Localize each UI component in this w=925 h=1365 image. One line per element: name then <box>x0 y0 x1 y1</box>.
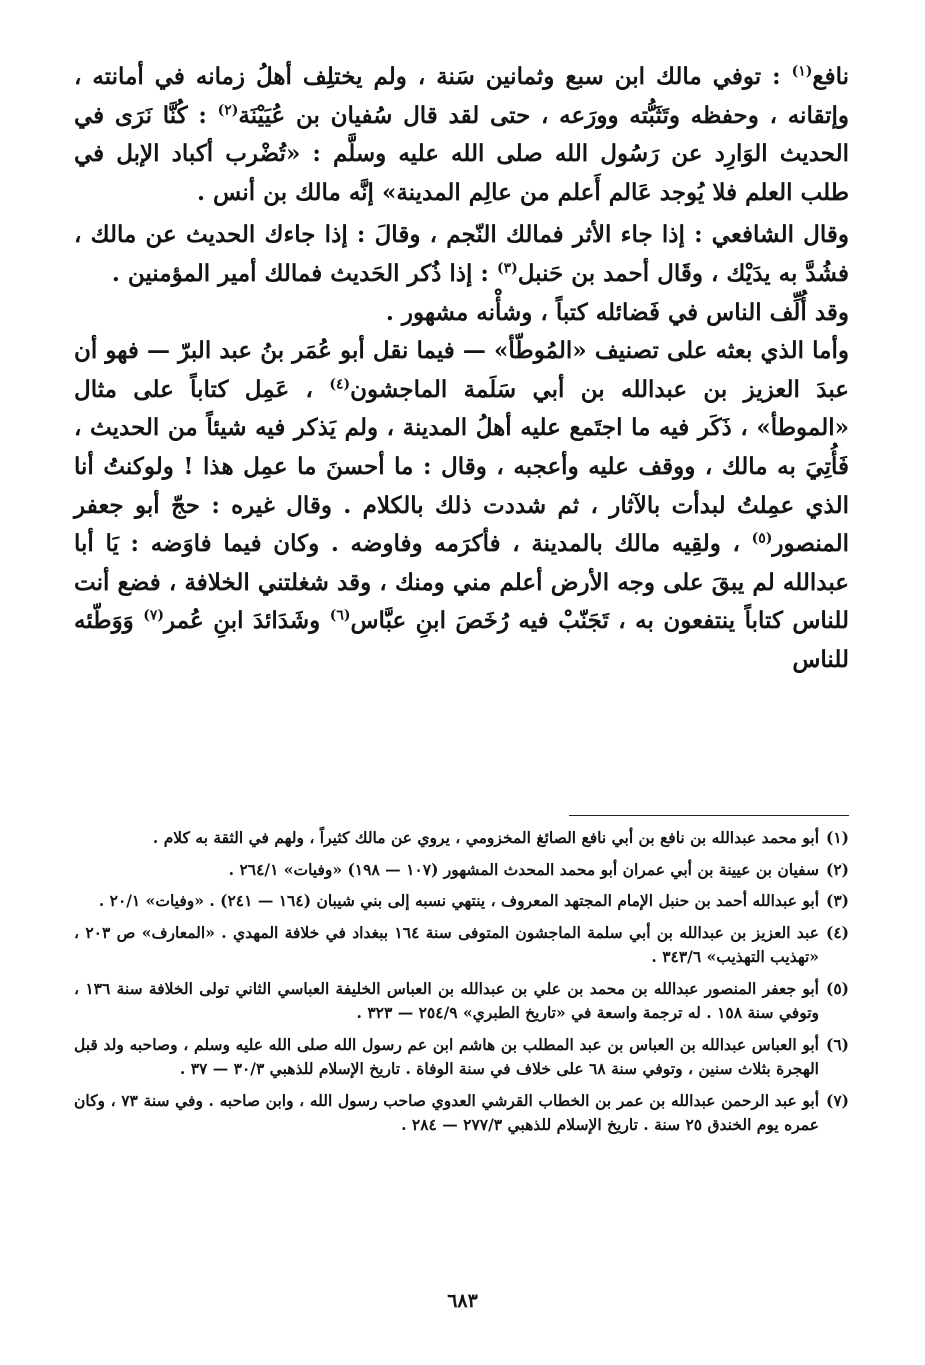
footnote-text: أبو محمد عبدالله بن نافع بن أبي نافع الصائغ المخزومي ، يروي عن مالك كثيراً ، ولهم في الثقة به كلام . <box>152 828 819 847</box>
paragraph-2-part-b: : إذا ذُكر الحَديث فمالك أمير المؤمنين . <box>111 259 497 287</box>
footnote-text: أبو العباس عبدالله بن العباس بن عبد المطلب بن هاشم ابن عم رسول الله صلى الله عليه وسلم ، وصاحبه ولد قبل الهجرة بثلاث سنين ، وتوفي سنة ٦٨ على خلاف في سنة الوفاة . تاريخ الإسلام للذهبي ٣٠/٣ — ٣٧ . <box>74 1034 819 1078</box>
paragraph-1-part-b: : توفي مالك ابن سبع وثمانين سَنة ، ولم يختلِف أهلُ زمانه في أمانته ، وإتقانه ، وحفظه وتَثَبُّته وورَعه ، حتى لقد قال سُفيان بن عُيَيْنَة <box>74 63 849 129</box>
footnote-1 <box>74 826 849 851</box>
footnote-number: (٤) <box>825 922 849 942</box>
footnote-divider <box>569 815 849 816</box>
footnote-4 <box>74 921 849 970</box>
footnote-ref-7[interactable]: (٧) <box>143 607 165 624</box>
footnote-ref-4[interactable]: (٤) <box>329 376 351 393</box>
paragraph-4-part-c: ، ولقِيه مالك بالمدينة ، فأكرَمه وفاوضه . وكان فيما فاوَضه : يَا أبا عبدالله لم يبقَ على وجه الأرض أعلم مني ومنك ، وقد شغلتني الخلافة ، فضع أنت للناس كتاباً ينتفعون به ، تَجَنّبْ فيه رُخَصَ ابنِ عبَّاس <box>74 530 849 635</box>
paragraph-4-part-b: ، عَمِل كتاباً على مثال «الموطأ» ، ذَكَر فيه ما اجتَمع عليه أهلُ المدينة ، ولم يَذكر فيه شيئاً من الحديث ، فَأُتِيَ به مالك ، ووقف عليه وأعجبه ، وقال : ما أحسنَ ما عمِل هذا ! ولوكنتُ أنا الذي عمِلتُ لبدأت بالآثار ، ثم شددت ذلك بالكلام . وقال غيره : حجّ أبو جعفر المنصور <box>74 375 849 558</box>
footnote-number: (٧) <box>825 1090 849 1110</box>
footnote-5 <box>74 977 849 1026</box>
footnote-ref-3[interactable]: (٣) <box>496 260 518 277</box>
paragraph-4 <box>74 332 849 679</box>
footnote-ref-2[interactable]: (٢) <box>217 101 239 118</box>
footnote-ref-5[interactable]: (٥) <box>751 530 773 547</box>
paragraph-4-part-e: وَوَطّئه للناس <box>74 607 849 673</box>
paragraph-4-part-a: وأما الذي بعثه على تصنيف «المُوطّأ» — فيما نقل أبو عُمَر بنُ عبد البرّ — فهو أن عبدَ العزيز بن عبدالله بن أبي سَلَمة الماجشون <box>74 337 849 403</box>
page-number: ٦٨٣ <box>447 1290 478 1312</box>
paragraph-3: وقد أُلِّف الناس في فَضائله كتباً ، وشأْنه مشهور . <box>385 298 849 326</box>
footnote-ref-6[interactable]: (٦) <box>329 607 351 624</box>
footnote-number: (٦) <box>825 1034 849 1054</box>
footnote-text: أبو جعفر المنصور عبدالله بن محمد بن علي بن عبدالله بن العباس الخليفة العباسي الثاني تولى الخلافة سنة ١٣٦ ، وتوفي سنة ١٥٨ . له ترجمة واسعة في «تاريخ الطبري» ٢٥٤/٩ — ٣٢٣ . <box>74 978 819 1022</box>
footnote-text: سفيان بن عيينة بن أبي عمران أبو محمد المحدث المشهور (١٠٧ — ١٩٨) «وفيات» ٢٦٤/١ . <box>228 859 819 879</box>
paragraph-2 <box>74 216 849 293</box>
paragraph-1-part-c: : كُنَّا نَرَى في الحديث الوَارِد عن رَسُول الله صلى الله عليه وسلَّم : «تُضْرب أكباد الإبل في طلب العلم فلا يُوجد عَالم أَعلم من عالِم المدينة» إنَّه مالك بن أنس . <box>74 101 849 206</box>
footnote-number: (٢) <box>825 859 849 879</box>
footnote-text: أبو عبدالله أحمد بن حنبل الإمام المجتهد المعروف ، ينتهي نسبه إلى بني شيبان (١٦٤ — ٢٤١) . «وفيات» ٢٠/١ . <box>98 891 819 910</box>
footnote-number: (١) <box>825 828 849 847</box>
footnote-number: (٣) <box>825 891 849 910</box>
footnote-ref-1[interactable]: (١) <box>791 63 813 80</box>
paragraph-1 <box>74 58 849 212</box>
main-text <box>74 58 849 680</box>
footnote-2 <box>74 858 849 883</box>
footnotes <box>74 826 849 1145</box>
footnote-3 <box>74 889 849 914</box>
footnote-text: أبو عبد الرحمن عبدالله بن عمر بن الخطاب القرشي العدوي صاحب رسول الله ، وابن صاحبه . وفي سنة ٧٣ ، وكان عمره يوم الخندق ٢٥ سنة . تاريخ الإسلام للذهبي ٢٧٧/٣ — ٢٨٤ . <box>74 1090 819 1134</box>
footnote-number: (٥) <box>825 978 849 998</box>
paragraph-2-part-a: وقال الشافعي : إذا جاء الأثر فمالك النّجم ، وقالَ : إذا جاءك الحديث عن مالك ، فشُدَّ به يدَيْك ، وقَال أحمد بن حَنبل <box>74 221 849 287</box>
page-body <box>74 58 849 680</box>
footnote-7 <box>74 1089 849 1138</box>
paragraph-1-part-a: نافع <box>812 63 849 90</box>
paragraph-4-part-d: وشَدَائدَ ابنِ عُمر <box>164 607 330 635</box>
footnote-text: عبد العزيز بن عبدالله بن أبي سلمة الماجشون المتوفى سنة ١٦٤ ببغداد في خلافة المهدي . «المعارف» ص ٢٠٣ ، «تهذيب التهذيب» ٣٤٣/٦ . <box>74 922 819 966</box>
footnote-6 <box>74 1033 849 1082</box>
